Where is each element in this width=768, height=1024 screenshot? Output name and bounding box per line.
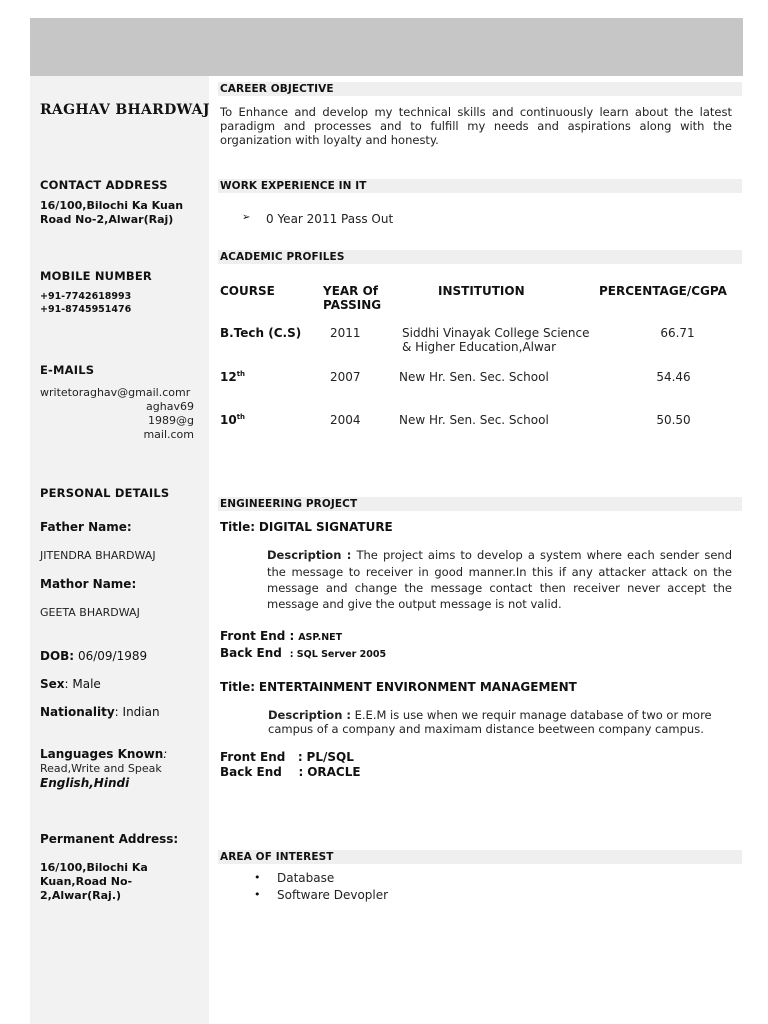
table-row-score: 66.71 [660,326,695,340]
front-end-label: Front End : [220,750,303,764]
project-description-line: the message to receiver in good manner.In this if any attacker attack on the [267,565,732,579]
col-course: COURSE [220,284,275,298]
back-end-row [220,646,386,660]
father-label: Father Name: [40,520,132,534]
dob-label: DOB: [40,649,75,663]
project-description-line: Description : The project aims to develop a system where each sender send [267,548,733,562]
career-line: paradigm and processes and to fulfill my needs and aspirations along with the [220,119,732,133]
academic-heading: ACADEMIC PROFILES [220,251,345,263]
col-passing: PASSING [323,298,382,312]
title-label: Title: [220,520,256,534]
nationality-label: Nationality [40,705,115,719]
table-row-institution: New Hr. Sen. Sec. School [399,370,549,384]
email-line: mail.com [143,428,194,441]
back-end-label: Back End : [220,765,304,779]
email-line: 1989@g [148,414,194,427]
email-heading: E-MAILS [40,363,95,377]
sex-value: : Male [64,677,101,691]
languages-label: Languages Known [40,747,164,761]
work-heading: WORK EXPERIENCE IN IT [220,180,367,192]
front-end-row [220,629,342,643]
back-end-row [220,765,361,779]
interest-heading: AREA OF INTEREST [220,851,334,863]
permanent-line: 2,Alwar(Raj.) [40,889,122,902]
col-year: YEAR Of [323,284,379,298]
table-row-course: 10th [220,413,246,427]
header-band [30,18,743,76]
front-end-row [220,750,354,764]
table-row-year: 2011 [330,326,361,340]
front-end-value: ASP.NET [298,632,343,643]
languages-value: English,Hindi [40,776,130,790]
project-description-line: Description : E.E.M is use when we requir manage database of two or more [268,708,712,722]
list-item: Software Devopler [277,888,389,902]
candidate-name: RAGHAV BHARDWAJ [40,102,210,118]
project-title: DIGITAL SIGNATURE [258,520,393,534]
back-end-value: ORACLE [307,765,361,779]
nationality-value: : Indian [114,705,160,719]
table-row-course: B.Tech (C.S) [220,326,302,340]
table-row-course: 12th [220,370,246,384]
project-title-row [220,680,577,694]
project-title: ENTERTAINMENT ENVIRONMENT MANAGEMENT [258,680,577,694]
table-row-institution: New Hr. Sen. Sec. School [399,413,549,427]
back-end-value: : SQL Server 2005 [289,649,387,660]
permanent-heading: Permanent Address: [40,832,179,846]
permanent-line: 16/100,Bilochi Ka [40,861,148,874]
sex-row [40,677,101,691]
description-label: Description : [267,548,352,562]
project-description-line: message and change the message contact then receiver never accept the [267,581,732,595]
table-row-score: 54.46 [656,370,691,384]
career-heading: CAREER OBJECTIVE [220,83,334,95]
email-line: writetoraghav@gmail.comr [40,386,191,399]
table-row-institution: Siddhi Vinayak College Science [402,326,590,340]
mother-label: Mathor Name: [40,577,137,591]
email-line: aghav69 [146,400,194,413]
resume-page [30,18,743,1024]
col-percentage: PERCENTAGE/CGPA [599,284,727,298]
dob-value: 06/09/1989 [77,649,148,663]
languages-colon: : [163,747,168,761]
contact-heading: CONTACT ADDRESS [40,178,168,192]
table-row-year: 2007 [330,370,361,384]
project-title-row [220,520,393,534]
mobile-line: +91-7742618993 [40,291,132,302]
nationality-row [40,705,160,719]
table-row-year: 2004 [330,413,361,427]
bullet-icon: • [254,871,261,884]
project-heading: ENGINEERING PROJECT [220,498,358,510]
languages-row [40,747,167,761]
permanent-line: Kuan,Road No- [40,875,133,888]
list-item: Database [277,871,335,885]
mobile-heading: MOBILE NUMBER [40,269,152,283]
project-description-line: campus of a company and maximam distance beetween company campus. [268,722,704,736]
career-line: To Enhance and develop my technical skills and continuously learn about the latest [220,105,732,119]
mother-value: GEETA BHARDWAJ [40,606,140,619]
description-label: Description : [268,708,351,722]
personal-heading: PERSONAL DETAILS [40,486,170,500]
work-item: 0 Year 2011 Pass Out [266,212,394,226]
title-label: Title: [220,680,256,694]
dob-row [40,649,147,663]
arrow-bullet-icon: ➢ [242,212,251,223]
project-description-line: message and give the output message is not valid. [267,597,562,611]
contact-line: 16/100,Bilochi Ka Kuan [40,199,184,212]
table-row-institution: & Higher Education,Alwar [402,340,557,354]
front-end-label: Front End : [220,629,295,643]
sex-label: Sex [40,677,65,691]
table-row-score: 50.50 [656,413,691,427]
languages-line: Read,Write and Speak [40,762,162,775]
contact-line: Road No-2,Alwar(Raj) [40,213,174,226]
father-value: JITENDRA BHARDWAJ [40,549,156,562]
col-institution: INSTITUTION [438,284,525,298]
back-end-label: Back End [220,646,282,660]
front-end-value: PL/SQL [306,750,354,764]
mobile-line: +91-8745951476 [40,304,132,315]
bullet-icon: • [254,888,261,901]
career-line: organization with loyalty and honesty. [220,133,439,147]
